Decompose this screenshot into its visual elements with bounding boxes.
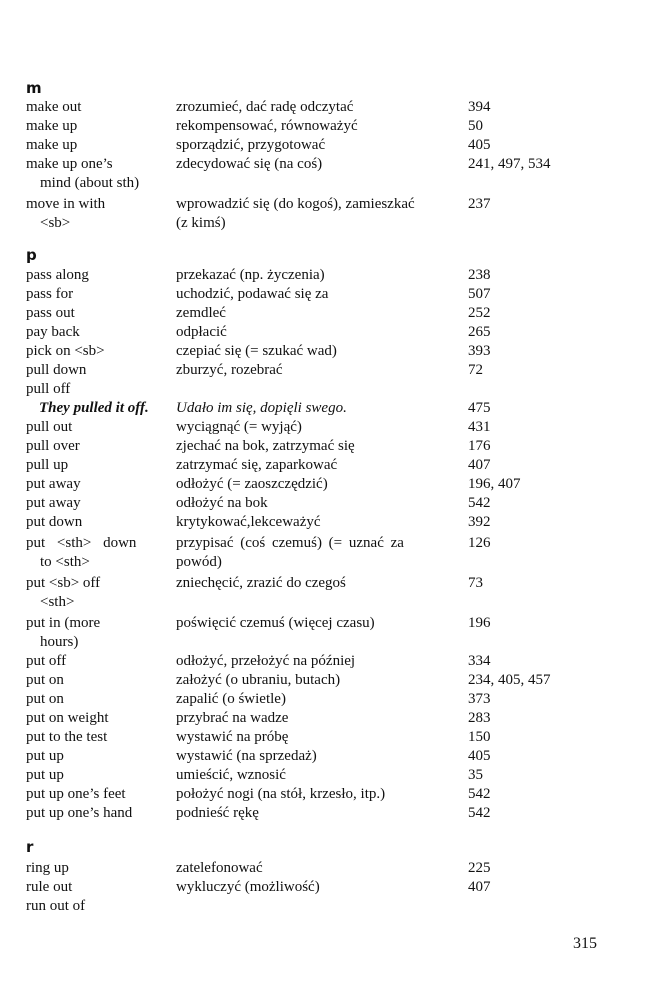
entry-phrase: move in with <box>26 196 106 212</box>
entry-pages: 73 <box>468 575 483 591</box>
entry-pages: 393 <box>468 343 491 359</box>
entry-phrase-continuation: mind (about sth) <box>40 175 140 191</box>
entry-translation: krytykować,lekceważyć <box>176 514 321 530</box>
entry-translation: rekompensować, równoważyć <box>176 118 358 134</box>
entry-translation: wystawić (na sprzedaż) <box>176 748 317 764</box>
entry-translation: przybrać na wadze <box>176 710 289 726</box>
section-letter-r: r <box>26 838 34 856</box>
entry-phrase: put on <box>26 672 64 688</box>
entry-phrase: put away <box>26 495 81 511</box>
entry-pages: 241, 497, 534 <box>468 156 551 172</box>
entry-phrase: pull off <box>26 381 71 397</box>
entry-pages: 265 <box>468 324 491 340</box>
entry-phrase: put up one’s feet <box>26 786 126 802</box>
example-translation: Udało im się, dopięli swego. <box>176 400 347 416</box>
entry-phrase-continuation: hours) <box>40 634 79 650</box>
entry-pages: 475 <box>468 400 491 416</box>
entry-phrase: pull over <box>26 438 80 454</box>
entry-translation: podnieść rękę <box>176 805 259 821</box>
entry-phrase: make up <box>26 137 78 153</box>
entry-pages: 392 <box>468 514 491 530</box>
entry-translation: zrozumieć, dać radę odczytać <box>176 99 354 115</box>
entry-phrase: pull up <box>26 457 69 473</box>
entry-pages: 225 <box>468 860 491 876</box>
entry-pages: 542 <box>468 495 491 511</box>
entry-phrase: make out <box>26 99 82 115</box>
entry-phrase: put up one’s hand <box>26 805 133 821</box>
entry-translation: zdecydować się (na coś) <box>176 156 323 172</box>
entry-phrase: put away <box>26 476 81 492</box>
example-sentence: They pulled it off. <box>39 400 149 416</box>
entry-phrase: put down <box>26 514 83 530</box>
entry-pages: 126 <box>468 535 491 551</box>
entry-phrase: put to the test <box>26 729 108 745</box>
entry-phrase: pick on <sb> <box>26 343 105 359</box>
entry-phrase: put on <box>26 691 64 707</box>
entry-translation: zjechać na bok, zatrzymać się <box>176 438 355 454</box>
entry-pages: 234, 405, 457 <box>468 672 551 688</box>
entry-phrase: pay back <box>26 324 80 340</box>
entry-phrase-continuation: <sth> <box>40 594 75 610</box>
entry-phrase: make up <box>26 118 78 134</box>
entry-translation: przekazać (np. życzenia) <box>176 267 325 283</box>
entry-pages: 196 <box>468 615 491 631</box>
entry-phrase: pass along <box>26 267 89 283</box>
entry-translation: założyć (o ubraniu, butach) <box>176 672 341 688</box>
entry-translation: sporządzić, przygotować <box>176 137 326 153</box>
entry-pages: 252 <box>468 305 491 321</box>
entry-phrase: put up <box>26 767 64 783</box>
entry-translation: wyciągnąć (= wyjąć) <box>176 419 302 435</box>
entry-pages: 507 <box>468 286 491 302</box>
entry-pages: 35 <box>468 767 483 783</box>
entry-translation: zniechęcić, zrazić do czegoś <box>176 575 346 591</box>
entry-translation-continuation: powód) <box>176 554 222 570</box>
entry-translation: odłożyć na bok <box>176 495 268 511</box>
entry-pages: 407 <box>468 457 491 473</box>
entry-translation: poświęcić czemuś (więcej czasu) <box>176 615 375 631</box>
entry-pages: 373 <box>468 691 491 707</box>
entry-pages: 431 <box>468 419 491 435</box>
entry-phrase: rule out <box>26 879 73 895</box>
entry-translation: wystawić na próbę <box>176 729 289 745</box>
entry-phrase: ring up <box>26 860 69 876</box>
entry-pages: 150 <box>468 729 491 745</box>
section-letter-p: p <box>26 246 37 264</box>
entry-phrase: make up one’s <box>26 156 113 172</box>
entry-translation: zburzyć, rozebrać <box>176 362 283 378</box>
entry-pages: 407 <box>468 879 491 895</box>
entry-phrase-continuation: to <sth> <box>40 554 90 570</box>
entry-pages: 238 <box>468 267 491 283</box>
entry-pages: 542 <box>468 786 491 802</box>
entry-translation: czepiać się (= szukać wad) <box>176 343 337 359</box>
entry-phrase: pull down <box>26 362 87 378</box>
entry-pages: 196, 407 <box>468 476 521 492</box>
entry-phrase: pull out <box>26 419 73 435</box>
entry-translation: zemdleć <box>176 305 226 321</box>
section-letter-m: m <box>26 79 42 97</box>
entry-phrase: run out of <box>26 898 86 914</box>
entry-pages: 542 <box>468 805 491 821</box>
entry-pages: 405 <box>468 137 491 153</box>
entry-pages: 334 <box>468 653 491 669</box>
entry-pages: 72 <box>468 362 483 378</box>
entry-phrase-continuation: <sb> <box>40 215 71 231</box>
entry-phrase: put up <box>26 748 64 764</box>
entry-translation: zatrzymać się, zaparkować <box>176 457 338 473</box>
entry-phrase: pass for <box>26 286 74 302</box>
page-number: 315 <box>573 935 597 952</box>
entry-pages: 237 <box>468 196 491 212</box>
entry-pages: 176 <box>468 438 491 454</box>
entry-translation: odłożyć (= zaoszczędzić) <box>176 476 328 492</box>
entry-phrase: put <sth> down <box>26 535 137 551</box>
entry-phrase: pass out <box>26 305 75 321</box>
entry-pages: 394 <box>468 99 491 115</box>
entry-phrase: put <sb> off <box>26 575 101 591</box>
entry-translation: umieścić, wznosić <box>176 767 286 783</box>
entry-translation: zatelefonować <box>176 860 263 876</box>
entry-pages: 50 <box>468 118 483 134</box>
entry-phrase: put on weight <box>26 710 109 726</box>
entry-translation: odpłacić <box>176 324 227 340</box>
entry-pages: 405 <box>468 748 491 764</box>
entry-translation: odłożyć, przełożyć na później <box>176 653 356 669</box>
entry-phrase: put off <box>26 653 67 669</box>
entry-translation: przypisać (coś czemuś) (= uznać za <box>176 535 404 551</box>
entry-translation: wykluczyć (możliwość) <box>176 879 320 895</box>
entry-translation: wprowadzić się (do kogoś), zamieszkać <box>176 196 415 212</box>
entry-translation-continuation: (z kimś) <box>176 215 226 231</box>
entry-pages: 283 <box>468 710 491 726</box>
entry-translation: zapalić (o świetle) <box>176 691 286 707</box>
entry-phrase: put in (more <box>26 615 101 631</box>
entry-translation: położyć nogi (na stół, krzesło, itp.) <box>176 786 386 802</box>
entry-translation: uchodzić, podawać się za <box>176 286 329 302</box>
